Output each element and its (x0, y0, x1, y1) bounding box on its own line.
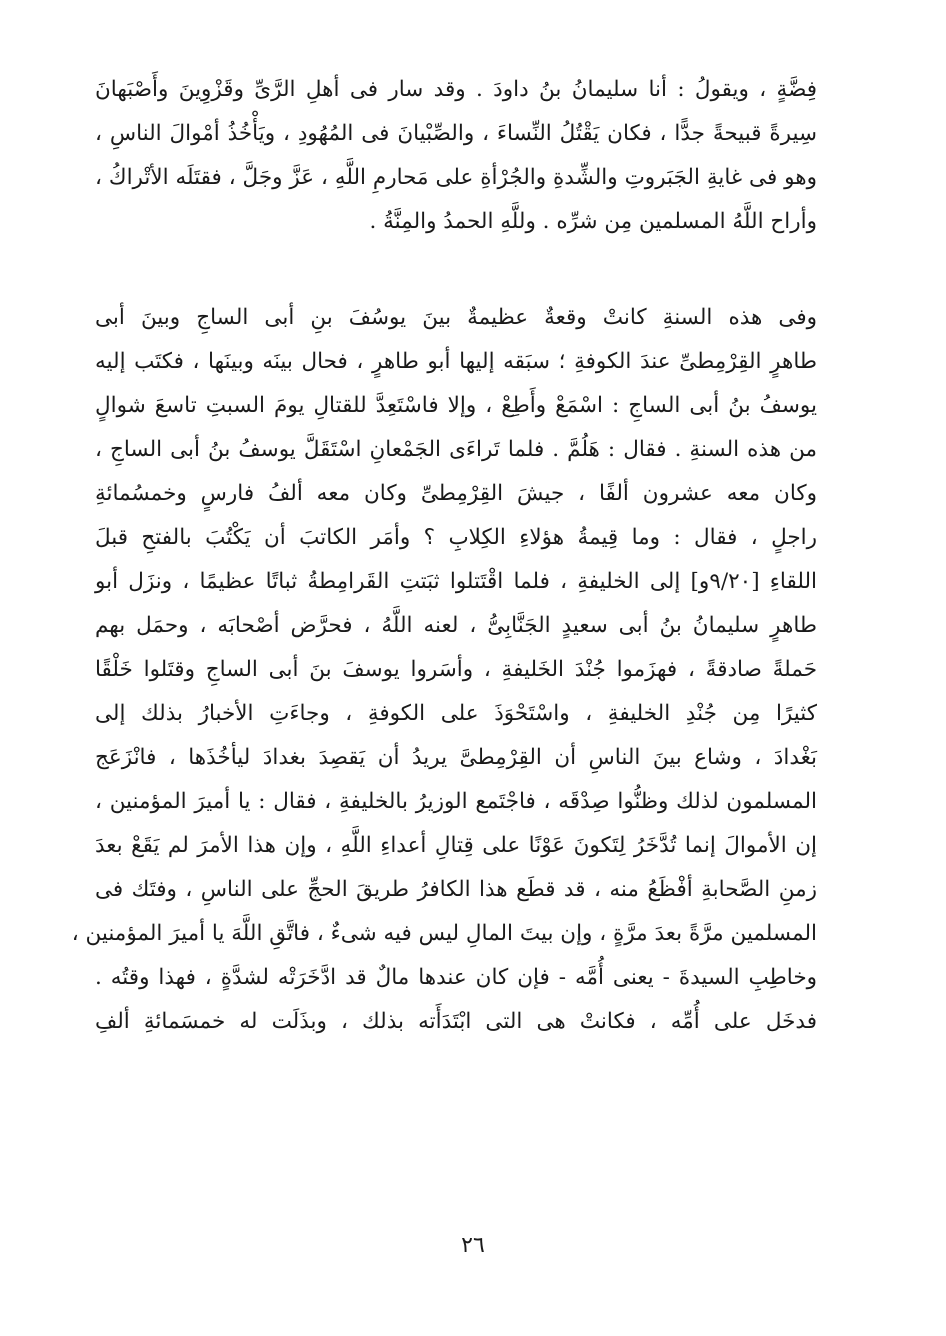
text-line: وأراح اللَّهُ المسلمين مِن شرِّه . وللَّهِ الحمدُ والمِنَّةُ . (369, 209, 817, 234)
page-number: ٢٦ (461, 1233, 485, 1258)
text-line: وخاطِبِ السيدةَ - يعنى أُمَّه - فإن كان عندها مالٌ قد ادَّخَرَتْه لشدَّةٍ ، فهذا وقتُه . (95, 965, 817, 990)
text-line: اللقاءِ [٩/٢٠و] إلى الخليفةِ ، فلما اقْتَتلوا ثبَتتِ القَرامِطةُ ثباتًا عظيمًا ، ونزَل أبو (95, 569, 817, 594)
text-line: طاهرٍ القِرْمِطىِّ عندَ الكوفةِ ؛ سبَقه إليها أبو طاهرٍ ، فحال بينَه وبينَها ، فكتَب إليه (95, 349, 817, 374)
text-line: راجلٍ ، فقال : وما قِيمةُ هؤلاءِ الكِلابِ ؟ وأمَر الكاتبَ أن يَكْتُبَ بالفتحِ قبلَ (95, 525, 817, 550)
text-line: يوسفُ بنُ أبى الساجِ : اسْمَعْ وأَطِعْ ، وإلا فاسْتَعِدَّ للقتالِ يومَ السبتِ تاسعَ شوالٍ (95, 393, 817, 418)
text-line: المسلمون لذلك وظنُّوا صِدْقَه ، فاجْتَمع الوزيرُ بالخليفةِ ، فقال : يا أميرَ المؤمنين ، (95, 789, 817, 814)
text-line: زمنِ الصَّحابةِ أفْظَعُ منه ، قد قطَع هذا الكافرُ طريقَ الحجِّ على الناسِ ، وفتَك فى (95, 877, 817, 902)
text-line: كثيرًا مِن جُنْدِ الخليفةِ ، واسْتَحْوَذَ على الكوفةِ ، وجاءَتِ الأخبارُ بذلك إلى (95, 701, 817, 726)
text-line: من هذه السنةِ . فقال : هَلُمَّ . فلما تَراءَى الجَمْعانِ اسْتَقَلَّ يوسفُ بنُ أبى الساجِ ، (95, 437, 817, 462)
text-line: وفى هذه السنةِ كانتْ وقعةٌ عظيمةٌ بينَ يوسُفَ بنِ أبى الساجِ وبينَ أبى (95, 305, 817, 330)
text-line: وكان معه عشرون ألفًا ، جيشَ القِرْمِطىِّ وكان معه ألفُ فارسٍ وخمسُمائةِ (95, 481, 817, 506)
text-line: سِيرةً قبيحةً جدًّا ، فكان يَقْتُلُ النِّساءَ ، والصِّبْيانَ فى المُهُودِ ، ويَأْخُذُ أمْوالَ الناسِ ، (95, 121, 817, 146)
text-line: المسلمين مرَّةً بعدَ مرَّةٍ ، وإن بيتَ المالِ ليس فيه شىءٌ ، فاتَّقِ اللَّهَ يا أميرَ المؤمنين ، (71, 921, 817, 946)
text-line: طاهرٍ سليمانُ بنُ أبى سعيدٍ الجَنَّابِىُّ ، لعنه اللَّهُ ، فحرَّض أصْحابَه ، وحمَل بهم (95, 613, 817, 638)
text-line: فدخَل على أُمِّه ، فكانتْ هى التى ابْتَدَأَته بذلك ، وبذَلَت له خمسَمائةِ ألفِ (95, 1009, 817, 1034)
text-line: إن الأموالَ إنما تُدَّخَرُ لِتَكونَ عَوْنًا على قِتالِ أعداءِ اللَّهِ ، وإن هذا الأمرَ لم يَقَعْ بعدَ (95, 833, 817, 858)
paragraph-2 (71, 296, 817, 1044)
text-line: وهو فى غايةِ الجَبَروتِ والشِّدةِ والجُرْأةِ على مَحارمِ اللَّهِ ، عَزَّ وجَلَّ ، فقتَلَه الأتْراكُ ، (95, 165, 817, 190)
paragraph-1 (95, 68, 817, 244)
text-line: فِضَّةٍ ، ويقولُ : أنا سليمانُ بنُ داودَ . وقد سار فى أهلِ الرَّىِّ وقَزْوِينَ وأَصْبَهانَ (95, 77, 817, 102)
text-line: حَملةً صادقةً ، فهزَموا جُنْدَ الخَليفةِ ، وأسَروا يوسفَ بنَ أبى الساجِ وقتَلوا خَلْقًا (95, 657, 817, 682)
text-line: بَغْدادَ ، وشاع بينَ الناسِ أن القِرْمِطىَّ يريدُ أن يَقصِدَ بغدادَ ليأخُذَها ، فانْزَعَج (95, 745, 817, 770)
